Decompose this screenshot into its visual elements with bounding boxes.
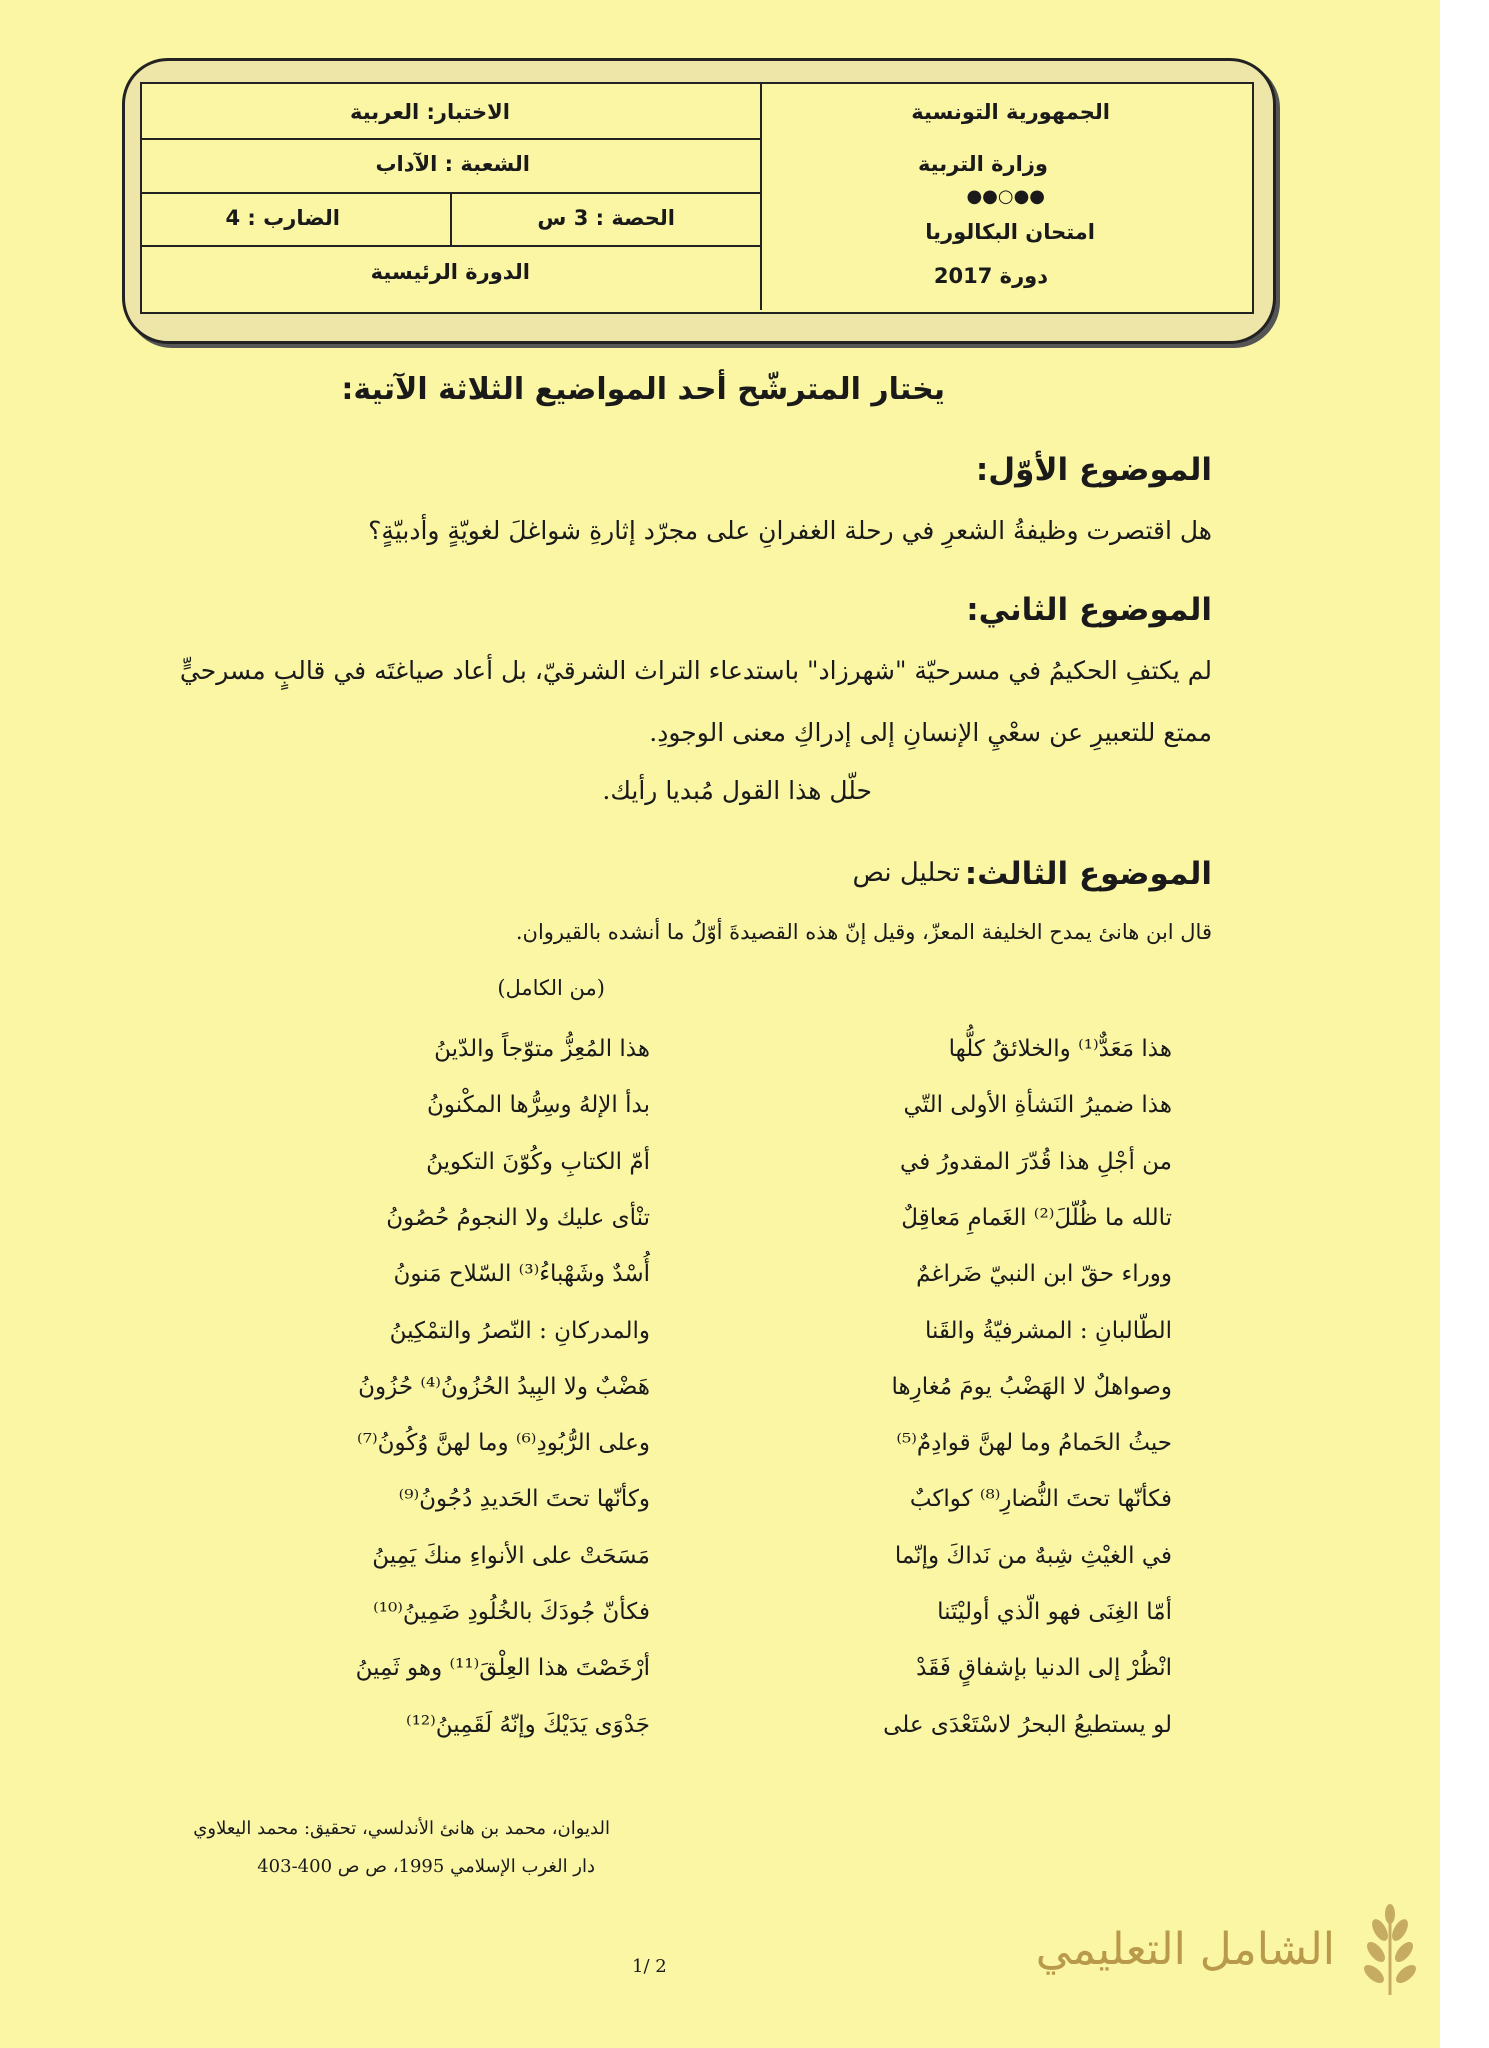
verse-hemistich-second: تنْأى عليك ولا النجومُ حُصُونُ [386, 1204, 650, 1231]
verse-hemistich-second: أرْخَصْتَ هذا العِلْقَ⁽¹¹⁾ وهو ثَمِينُ [355, 1655, 650, 1682]
meter-label: (من الكامل) [497, 976, 605, 1000]
session-year: دورة 2017 [933, 264, 1048, 288]
verse-hemistich-first: وصواهلٌ لا الهَضْبُ يومَ مُغارِها [891, 1373, 1172, 1400]
page-number: 1/ 2 [632, 1956, 667, 1977]
source-line1: الديوان، محمد بن هانئ الأندلسي، تحقيق: محمد اليعلاوي [193, 1818, 610, 1839]
topic3-subtitle: تحليل نص [852, 858, 960, 888]
verse-hemistich-first: هذا مَعَدٌّ⁽¹⁾ والخلائقُ كلُّها [948, 1036, 1172, 1062]
source-line2: دار الغرب الإسلامي 1995، ص ص 400-403 [257, 1856, 595, 1877]
verse-hemistich-first: هذا ضميرُ النَشأةِ الأولى التّي [903, 1092, 1172, 1119]
verse-hemistich-first: لو يستطيعُ البحرُ لاسْتَعْدَى على [883, 1711, 1172, 1738]
verse-hemistich-second: فكأنّ جُودَكَ بالخُلُودِ ضَمِينُ⁽¹⁰⁾ [373, 1599, 650, 1625]
verse-hemistich-first: فكأنّها تحتَ النُّضارِ⁽⁸⁾ كواكبٌ [909, 1486, 1172, 1513]
verse-hemistich-second: بدأ الإلهُ وسِرُّها المكْنونُ [427, 1092, 650, 1119]
topic2-line3: حلّل هذا القول مُبديا رأيك. [602, 776, 872, 805]
republic-label: الجمهورية التونسية [911, 100, 1110, 124]
verse-hemistich-first: من أجْلِ هذا قُدّرَ المقدورُ في [900, 1148, 1172, 1175]
topic2-line2: ممتع للتعبيرِ عن سعْيِ الإنسانِ إلى إدراكِ معنى الوجودِ. [649, 718, 1212, 747]
verse-hemistich-first: انْظُرْ إلى الدنيا بإشفاقٍ فَقَدْ [916, 1655, 1172, 1682]
session-type: الدورة الرئيسية [370, 260, 530, 284]
verse-hemistich-second: والمدركانِ : النّصرُ والتمْكِينُ [389, 1317, 650, 1344]
watermark-text: الشامل التعليمي [1035, 1924, 1335, 1975]
branch-label: الشعبة : الآداب [375, 152, 530, 176]
exam-name: امتحان البكالوريا [925, 220, 1095, 244]
verse-hemistich-first: الطّالبانِ : المشرفيّةُ والقَنا [924, 1317, 1172, 1344]
verse-hemistich-first: تالله ما ظُلّلَ⁽²⁾ الغَمامِ مَعاقِلٌ [901, 1204, 1172, 1231]
topic2-title: الموضوع الثاني: [966, 592, 1212, 628]
verse-hemistich-second: مَسَحَتْ على الأنواءِ منكَ يَمِينُ [372, 1542, 650, 1569]
ministry-label: وزارة التربية [917, 152, 1048, 176]
coefficient-label: الضارب : 4 [225, 206, 340, 230]
duration-label: الحصة : 3 س [537, 206, 675, 230]
verse-hemistich-second: هَضْبٌ ولا البِيدُ الحُزُونُ⁽⁴⁾ حُزُونُ [358, 1373, 650, 1400]
verse-hemistich-second: وعلى الرُّبُودِ⁽⁶⁾ وما لهنَّ وُكُونُ⁽⁷⁾ [357, 1430, 650, 1457]
verse-hemistich-second: وكأنّها تحتَ الحَديدِ دُجُونُ⁽⁹⁾ [398, 1486, 650, 1513]
topic3-title: الموضوع الثالث: [964, 856, 1212, 892]
instruction: يختار المترشّح أحد المواضيع الثلاثة الآتية: [341, 372, 945, 407]
verse-hemistich-first: ووراء حقّ ابن النبيّ ضَراغمٌ [916, 1261, 1172, 1288]
leaf-logo-icon [1350, 1900, 1430, 2000]
topic2-line1: لم يكتفِ الحكيمُ في مسرحيّة "شهرزاد" باستدعاء التراث الشرقيّ، بل أعاد صياغتَه في قالبٍ مسرحيٍّ [179, 656, 1212, 685]
verse-hemistich-first: في الغيْثِ شِبهٌ من نَداكَ وإنّما [894, 1542, 1172, 1569]
test-subject: الاختبار: العربية [350, 100, 510, 124]
verse-hemistich-second: أمّ الكتابِ وكُوّنَ التكوينُ [426, 1148, 650, 1175]
verse-hemistich-first: أمّا الغِنَى فهو الّذي أوليْتَنا [937, 1599, 1172, 1625]
verse-hemistich-second: هذا المُعِزُّ متوّجاً والدّينُ [434, 1036, 650, 1062]
topic1-text: هل اقتصرت وظيفةُ الشعرِ في رحلة الغفرانِ على مجرّد إثارةِ شواغلَ لغويّةٍ وأدبيّةٍ؟ [368, 516, 1212, 545]
verse-hemistich-second: أُسْدٌ وشَهْباءُ⁽³⁾ السّلاح مَنونُ [393, 1261, 650, 1288]
topic3-intro: قال ابن هانئ يمدح الخليفة المعزّ، وقيل إنّ هذه القصيدةَ أوّلُ ما أنشده بالقيروان. [515, 920, 1212, 944]
dots-mark: ●●○●● [966, 186, 1045, 207]
verse-hemistich-first: حيثُ الحَمامُ وما لهنَّ قوادِمٌ⁽⁵⁾ [896, 1430, 1172, 1457]
topic1-title: الموضوع الأوّل: [975, 452, 1212, 488]
verse-hemistich-second: جَدْوَى يَدَيْكَ وإنّهُ لَقَمِينُ⁽¹²⁾ [406, 1711, 650, 1738]
